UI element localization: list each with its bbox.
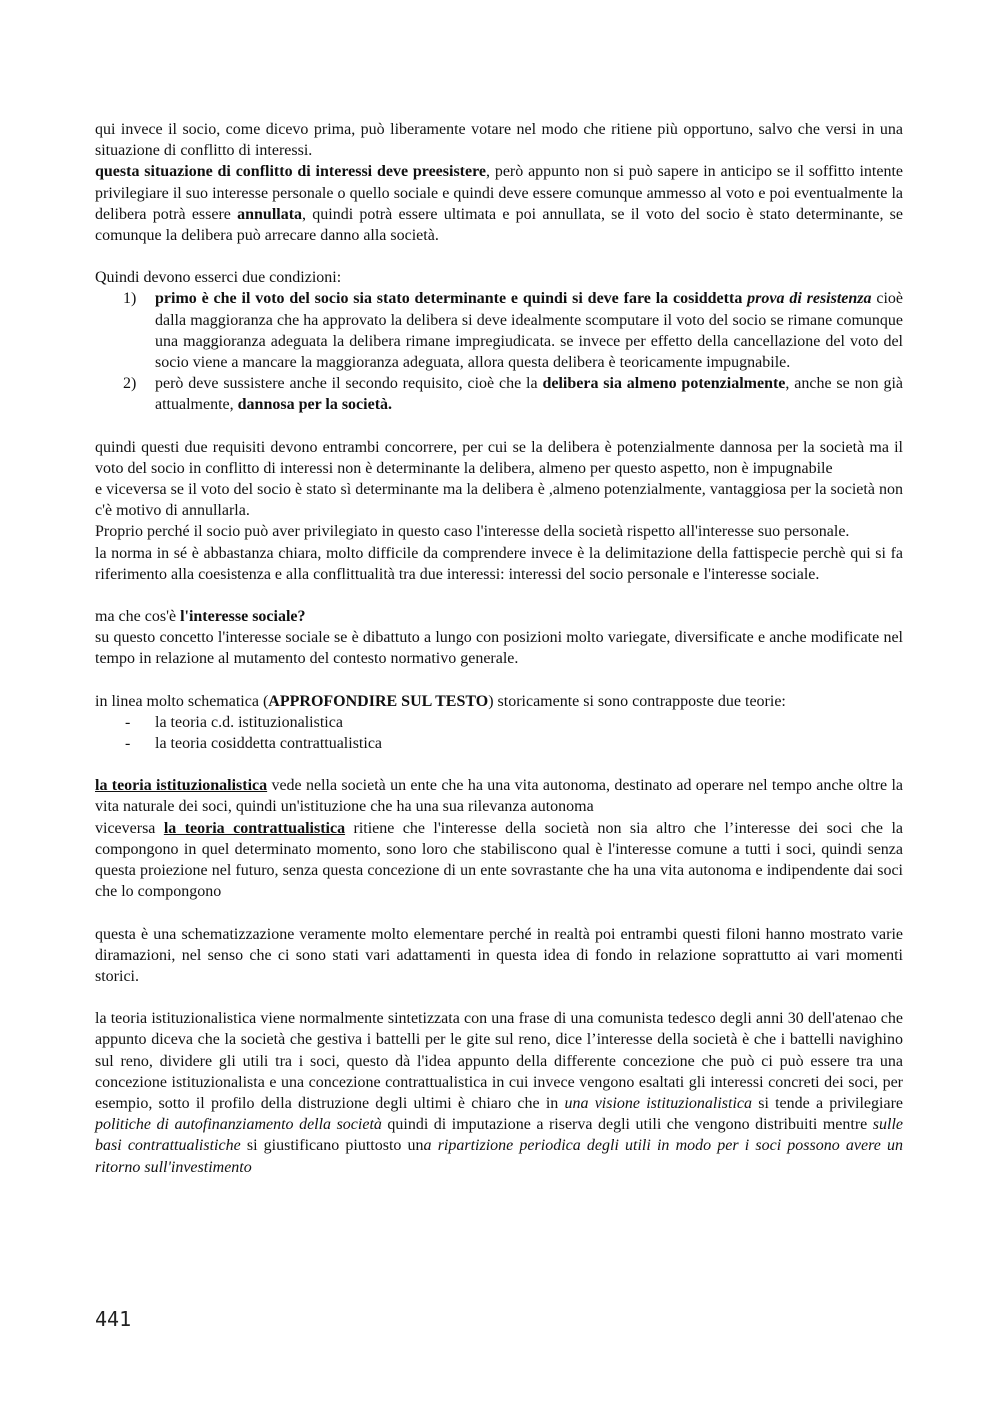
paragraph-debate: su questo concetto l'interesse sociale se è dibattuto a lungo con posizioni molto variegate, diversificate e anche modificate nel tempo in relazione al mutamento del contesto normativo generale. — [95, 629, 903, 668]
paragraph-norm: la norma in sé è abbastanza chiara, molto difficile da comprendere invece è la delimitazione della fattispecie perchè qui si fa riferimento alla coesistenza e alla conflittualità tra due interessi: interessi del socio personale e l'interesse sociale. — [95, 544, 903, 583]
conditions-list — [95, 288, 903, 415]
theories-list — [95, 712, 903, 754]
condition-item-1: 1) primo è che il voto del socio sia stato determinante e quindi si deve fare la cosiddetta prova di resistenza cioè dalla maggioranza che ha approvato la delibera si deve idealmente scomputare il voto del socio se rimane comunque una maggioranza adeguata la delibera rimane impregiudicata. se invece per effetto della cancellazione del voto del socio viene a mancare la maggioranza adeguata, allora questa delibera è teoricamente impugnabile. — [123, 290, 904, 372]
paragraph-institutional-summary: la teoria istituzionalistica viene normalmente sintetizzata con una frase di una comunista tedesco degli anni 30 dell'atenao che appunto diceva che la società che gestiva i battelli per le gite sul reno, dice l’interesse della società è che i battelli navighino sul reno, dividere gli utili tra i soci, questo dà l'idea appunto della differente concezione che può ci può essere tra una concezione istituzionalista e una concezione contrattualistica in cui invece vengono esaltati gli interessi concreti dei soci, per esempio, sotto il profilo della distruzione degli ultimi è chiaro che in una visione istituzionalistica si tende a privilegiare politiche di autofinanziamento della società quindi di imputazione a riserva degli utili che vengono distribuiti mentre sulle basi contrattualistiche si giustificano piuttosto una ripartizione periodica degli utili in modo per i soci possono avere un ritorno sull'investimento — [95, 1010, 904, 1176]
dash-bullet: - — [125, 735, 131, 753]
list-number: 2) — [123, 375, 137, 393]
list-item: - la teoria cosiddetta contrattualistica — [155, 733, 903, 754]
paragraph-requirements: quindi questi due requisiti devono entrambi concorrere, per cui se la delibera è potenzialmente dannosa per la società ma il voto del socio in conflitto di interessi non è determinante la delibera, almeno per questo aspetto, non è impugnabile — [95, 438, 903, 477]
paragraph-socio-vote: qui invece il socio, come dicevo prima, può liberamente votare nel modo che ritiene più opportuno, salvo che versi in una situazione di conflitto di interessi. — [95, 121, 903, 160]
paragraph-viceversa: e viceversa se il voto del socio è stato sì determinante ma la delibera è ,almeno potenzialmente, vantaggiosa per la società non c'è motivo di annullarla. — [95, 481, 903, 520]
condition-item-2: 2) però deve sussistere anche il secondo requisito, cioè che la delibera sia almeno potenzialmente, anche se non già attualmente, dannosa per la società. — [123, 375, 903, 414]
paragraph-socio-privileged: Proprio perché il socio può aver privilegiato in questo caso l'interesse della società rispetto all'interesse suo personale. — [95, 523, 850, 541]
dash-bullet: - — [125, 713, 131, 731]
paragraph-schematization: questa è una schematizzazione veramente molto elementare perché in realtà poi entrambi questi filoni hanno mostrato varie diramazioni, nel senso che ci sono stati vari adattamenti in questa idea di fondo in relazione soprattutto ai vari momenti storici. — [95, 925, 903, 985]
question-interesse-sociale: ma che cos'è l'interesse sociale? — [95, 608, 306, 626]
paragraph-conflict-preexist: questa situazione di conflitto di interessi deve preesistere, però appunto non si può sapere in anticipo se il soffitto intente privilegiare il suo interesse personale o quello sociale e quindi deve essere comunque ammesso al voto e poi eventualmente la delibera potrà essere annullata, quindi potrà essere ultimata e poi annullata, se il voto del socio è stato determinante, se comunque la delibera può arrecare danno alla società. — [95, 163, 904, 245]
paragraph-institutional: la teoria istituzionalistica vede nella società un ente che ha una vita autonoma, destinato ad operare nel tempo anche oltre la vita naturale dei soci, quindi un'istituzione che ha una sua rilevanza autonoma — [95, 777, 903, 816]
paragraph-two-theories: in linea molto schematica (APPROFONDIRE SUL TESTO) storicamente si sono contrapposte due teorie: — [95, 692, 786, 710]
bold-text: questa situazione di conflitto di interessi deve preesistere — [95, 163, 487, 181]
page-body — [95, 119, 903, 1178]
page-number: 441 — [95, 1307, 132, 1331]
conditions-intro: Quindi devono esserci due condizioni: — [95, 269, 342, 287]
underlined-heading: la teoria contrattualistica — [163, 819, 346, 837]
underlined-heading: la teoria istituzionalistica — [95, 777, 268, 795]
bold-text: annullata — [237, 205, 303, 223]
paragraph-contractual: viceversa la teoria contrattualistica ritiene che l'interesse della società non sia altro che l’interesse dei soci che la compongono in quel determinato momento, sono loro che stabiliscono qual è l'interesse comune a tutti i soci, quindi senza questa proiezione nel futuro, senza questa concezione di un ente sovrastante che ha una vita autonoma e indipendente dai soci che lo compongono — [95, 819, 903, 901]
list-number: 1) — [123, 290, 137, 308]
list-item: - la teoria c.d. istituzionalistica — [155, 712, 903, 733]
